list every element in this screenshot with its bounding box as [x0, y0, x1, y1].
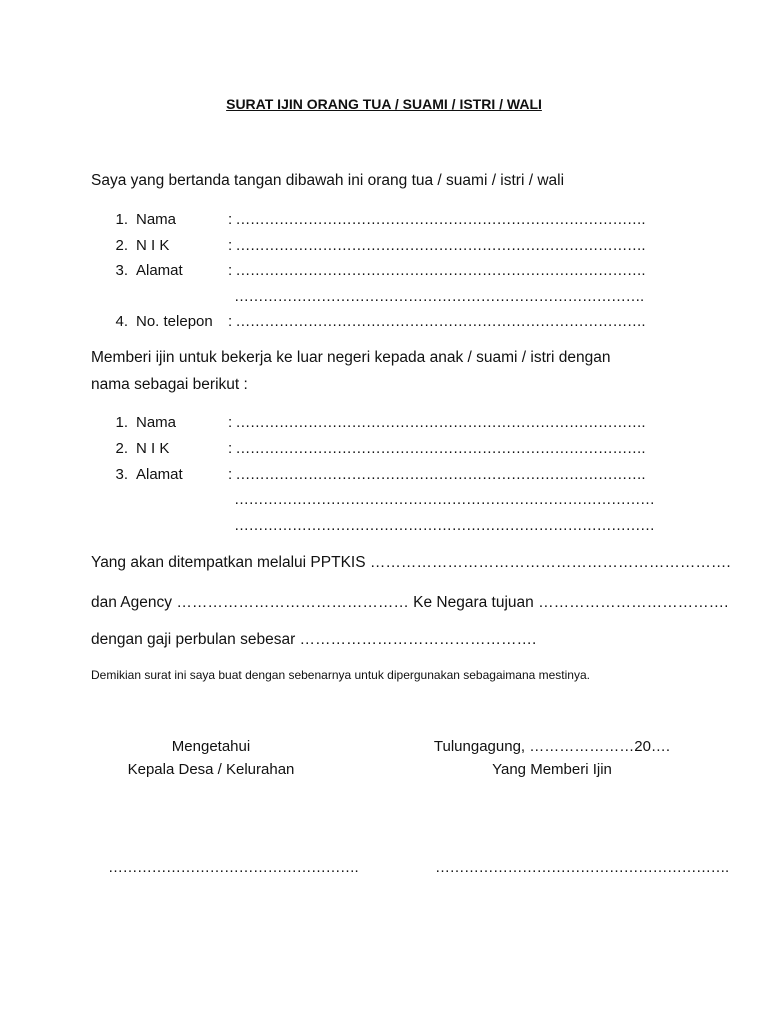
right-sign-line1: Tulungagung, …………………20…. — [433, 738, 671, 755]
item-label: No. telepon — [136, 313, 213, 330]
document-title: SURAT IJIN ORANG TUA / SUAMI / ISTRI / WALI — [226, 96, 542, 112]
item-label: Alamat — [136, 466, 183, 483]
item-label: Nama — [136, 414, 177, 431]
salary-line: dengan gaji perbulan sebesar ………………………………………. — [91, 631, 537, 648]
item-number: 2. — [115, 440, 128, 457]
item-number: 1. — [115, 211, 128, 228]
item-label: Alamat — [136, 262, 183, 279]
fill-in-field: …………………………………………………………………………… — [234, 517, 655, 534]
fill-in-field: …………………………………………………………………………. — [234, 288, 644, 305]
item-number: 1. — [115, 414, 128, 431]
item-label: N I K — [136, 440, 170, 457]
permission-text-line1: Memberi ijin untuk bekerja ke luar negeri kepada anak / suami / istri dengan — [91, 349, 611, 366]
fill-in-field: …………………………………………………………………………… — [234, 491, 655, 508]
item-label: Nama — [136, 211, 177, 228]
fill-in-field: : …………………………………………………………………………. — [228, 440, 646, 457]
fill-in-field: : …………………………………………………………………………. — [228, 237, 646, 254]
fill-in-field: : …………………………………………………………………………. — [228, 262, 646, 279]
intro-text: Saya yang bertanda tangan dibawah ini orang tua / suami / istri / wali — [91, 172, 565, 189]
fill-in-field: : …………………………………………………………………………. — [228, 414, 646, 431]
item-number: 3. — [115, 262, 128, 279]
permission-text-line2: nama sebagai berikut : — [91, 376, 248, 393]
item-number: 3. — [115, 466, 128, 483]
fill-in-field: : …………………………………………………………………………. — [228, 313, 646, 330]
item-number: 4. — [115, 313, 128, 330]
closing-statement: Demikian surat ini saya buat dengan sebenarnya untuk dipergunakan sebagaimana mestinya. — [91, 668, 590, 682]
agency-line: dan Agency ……………………………………… Ke Negara tujuan ………………………………. — [91, 594, 729, 611]
left-signature-line: ……………………………………………. — [108, 859, 359, 876]
fill-in-field: : …………………………………………………………………………. — [228, 466, 646, 483]
left-sign-line2: Kepala Desa / Kelurahan — [127, 761, 295, 778]
left-sign-line1: Mengetahui — [171, 738, 251, 755]
item-number: 2. — [115, 237, 128, 254]
fill-in-field: : …………………………………………………………………………. — [228, 211, 646, 228]
right-sign-line2: Yang Memberi Ijin — [492, 761, 612, 778]
item-label: N I K — [136, 237, 170, 254]
right-signature-line: ……………………………………………………. — [435, 859, 729, 876]
pptkis-line: Yang akan ditempatkan melalui PPTKIS ……………………………………………………………. — [91, 554, 731, 571]
